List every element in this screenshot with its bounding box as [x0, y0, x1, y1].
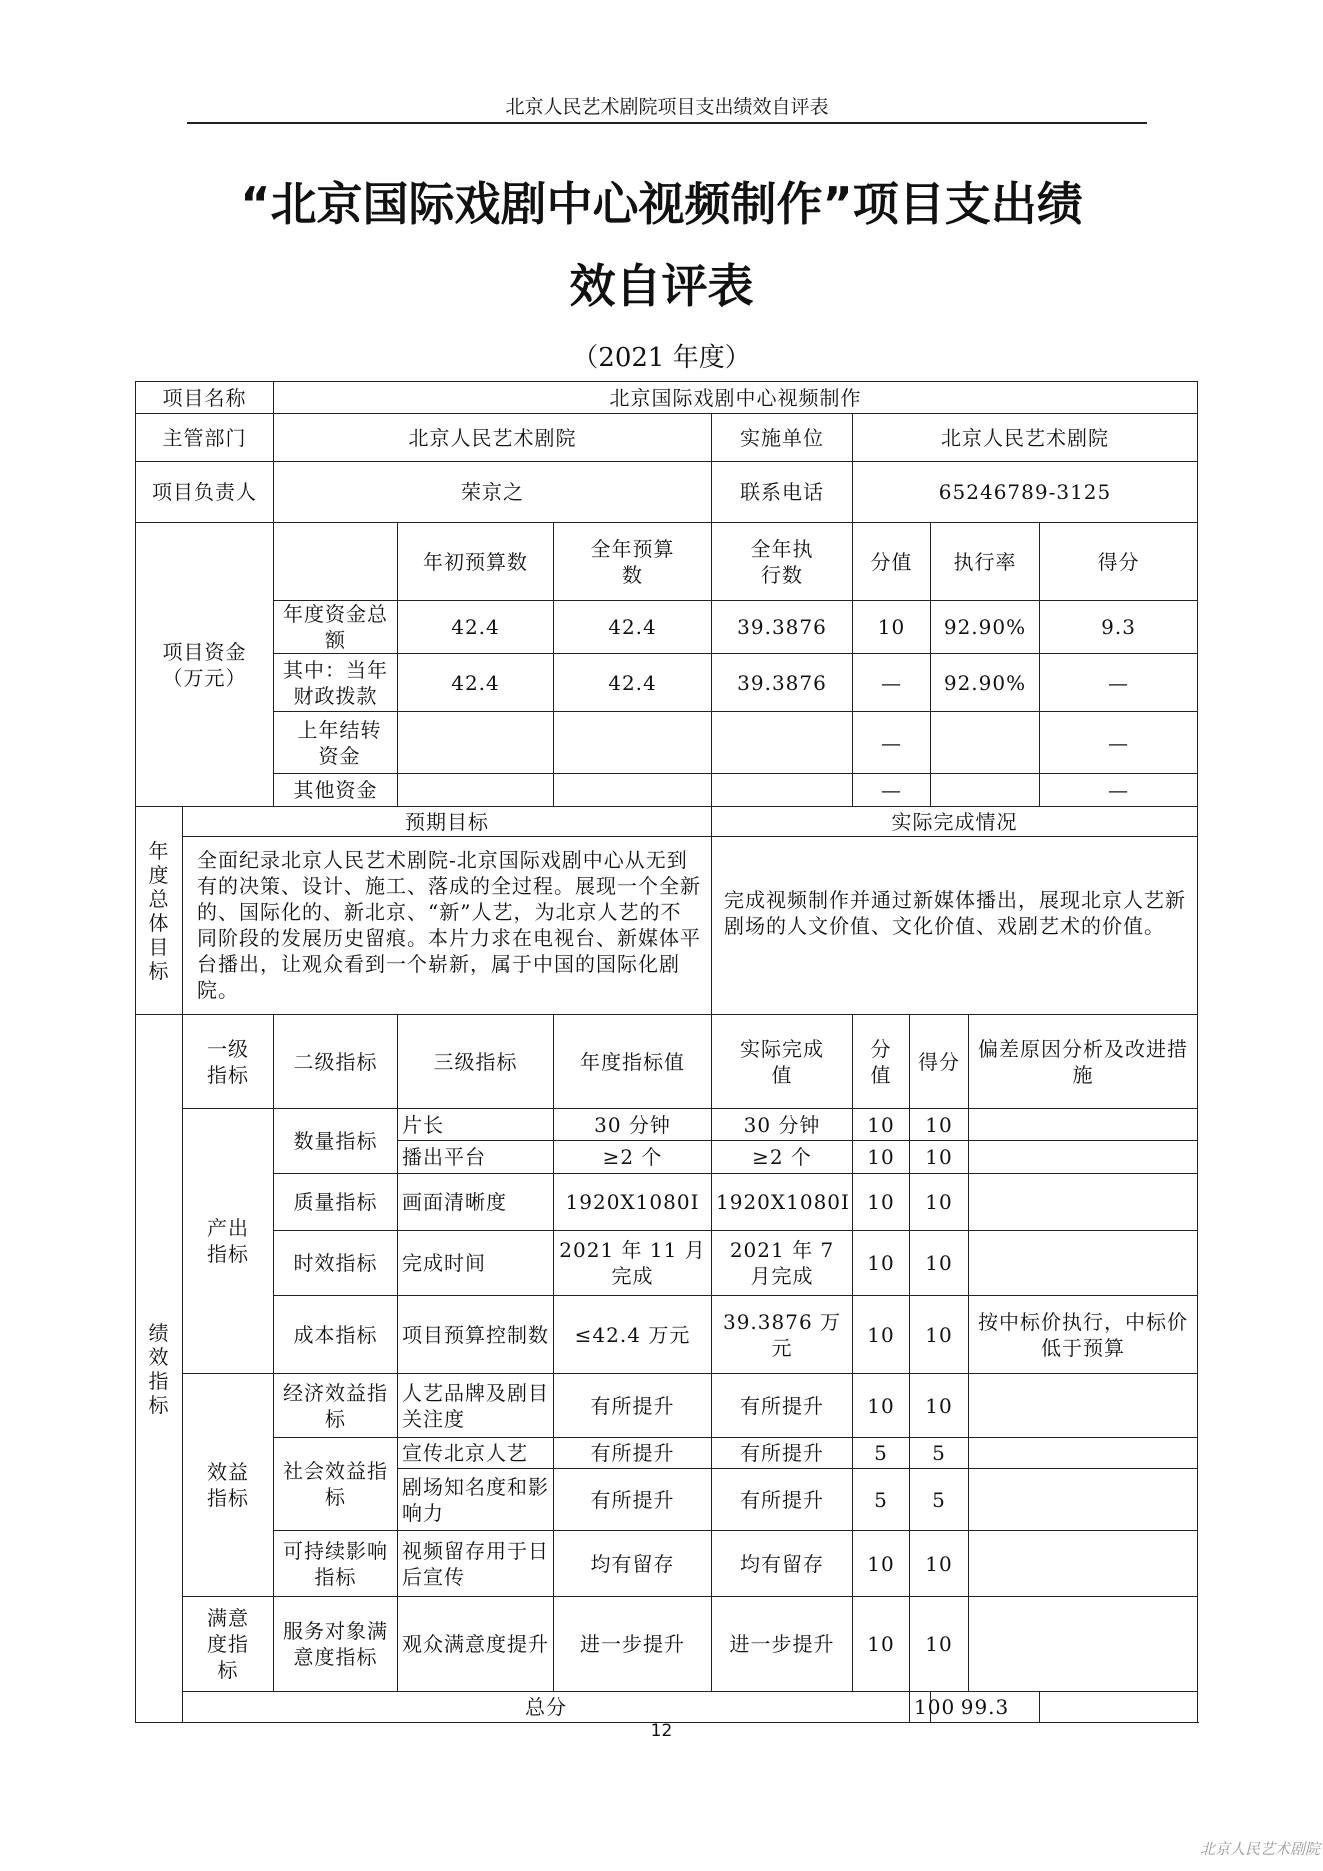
- indicator-score: 10: [853, 1597, 910, 1692]
- evaluation-table: [135, 381, 1198, 1723]
- indicator-note: [969, 1469, 1198, 1531]
- indicator-got: 10: [910, 1597, 969, 1692]
- indicator-score: 5: [853, 1438, 910, 1469]
- indicator-note: [969, 1174, 1198, 1231]
- indicator-l2: 数量指标: [274, 1109, 398, 1174]
- indicator-target: ≥2 个: [554, 1141, 712, 1174]
- indicator-got: 10: [910, 1174, 969, 1231]
- indicator-l2: 时效指标: [274, 1231, 398, 1296]
- page-header: 北京人民艺术剧院项目支出绩效自评表: [505, 96, 829, 118]
- indicator-l3: 剧场知名度和影响力: [398, 1469, 554, 1531]
- indicator-actual: 进一步提升: [712, 1597, 853, 1692]
- goals-label: 年度总体目标: [136, 807, 183, 1015]
- indicator-target: 2021 年 11 月完成: [554, 1231, 712, 1296]
- funds-cell: 9.3: [1040, 601, 1198, 654]
- indicator-row: [136, 1597, 1198, 1692]
- funds-cell: 39.3876: [712, 601, 853, 654]
- indicator-got: 10: [910, 1141, 969, 1174]
- output-indicators-label: 产出指标: [183, 1109, 274, 1374]
- funds-row-total: [136, 601, 1198, 654]
- expected-goal-text: 全面纪录北京人民艺术剧院-北京国际戏剧中心从无到有的决策、设计、施工、落成的全过程。展现一个全新的、国际化的、新北京、“新”人艺，为北京人艺的不同阶段的发展历史留痕。本片力求在电视台、新媒体平台播出，让观众看到一个崭新，属于中国的国际化剧院。: [183, 837, 712, 1015]
- benefit-indicators-label: 效益指标: [183, 1374, 274, 1597]
- indicator-score: 10: [853, 1174, 910, 1231]
- indicator-l2: 质量指标: [274, 1174, 398, 1231]
- indicator-got: 10: [910, 1231, 969, 1296]
- indicator-got: 5: [910, 1469, 969, 1531]
- page-number: 12: [650, 1721, 673, 1741]
- funds-row-carryover: [136, 712, 1198, 774]
- actual-result-header: 实际完成情况: [712, 807, 1198, 837]
- indicator-target: 30 分钟: [554, 1109, 712, 1141]
- funds-cell: [554, 712, 712, 774]
- phone-value: 65246789-3125: [853, 462, 1198, 523]
- doc-title-line2: 效自评表: [569, 259, 754, 313]
- indicator-l3: 片长: [398, 1109, 554, 1141]
- indicator-row: [136, 1109, 1198, 1141]
- indicator-row: [136, 1231, 1198, 1296]
- funds-cell: [398, 712, 554, 774]
- doc-title-line1: “北京国际戏剧中心视频制作”项目支出绩: [240, 177, 1083, 231]
- funds-cell: —: [853, 654, 931, 712]
- indicator-score: 10: [853, 1531, 910, 1597]
- indicator-got: 10: [910, 1296, 969, 1374]
- indicator-row: [136, 1438, 1198, 1469]
- indicator-l3: 观众满意度提升: [398, 1597, 554, 1692]
- indicator-target: 有所提升: [554, 1469, 712, 1531]
- project-name-label: 项目名称: [136, 382, 274, 414]
- indicator-note: [969, 1531, 1198, 1597]
- funds-header-2: 全年执行数: [712, 523, 853, 601]
- indicator-l2: 社会效益指标: [274, 1438, 398, 1531]
- indicator-score: 10: [853, 1109, 910, 1141]
- indicator-got: 10: [910, 1374, 969, 1438]
- indicator-actual: 2021 年 7 月完成: [712, 1231, 853, 1296]
- indicator-l3: 项目预算控制数: [398, 1296, 554, 1374]
- indicator-note: [969, 1231, 1198, 1296]
- indicator-l3: 人艺品牌及剧目关注度: [398, 1374, 554, 1438]
- indicator-score: 5: [853, 1469, 910, 1531]
- indicator-row: [136, 1174, 1198, 1231]
- ind-header-note: 偏差原因分析及改进措施: [969, 1015, 1198, 1109]
- indicator-target: ≤42.4 万元: [554, 1296, 712, 1374]
- indicator-l2: 经济效益指标: [274, 1374, 398, 1438]
- indicator-actual: 有所提升: [712, 1374, 853, 1438]
- indicator-target: 有所提升: [554, 1374, 712, 1438]
- funds-cell: —: [1040, 654, 1198, 712]
- indicator-target: 均有留存: [554, 1531, 712, 1597]
- indicator-got: 5: [910, 1438, 969, 1469]
- indicator-row: [136, 1296, 1198, 1374]
- indicator-score: 10: [853, 1141, 910, 1174]
- funds-cell: 42.4: [398, 601, 554, 654]
- indicator-l3: 宣传北京人艺: [398, 1438, 554, 1469]
- funds-cell: 42.4: [398, 654, 554, 712]
- satisfaction-indicators-label: 满意度指标: [183, 1597, 274, 1692]
- indicators-label: 绩效指标: [136, 1015, 183, 1723]
- indicator-note: [969, 1141, 1198, 1174]
- funds-header-0: 年初预算数: [398, 523, 554, 601]
- goals-header-row: [136, 807, 1198, 837]
- indicator-actual: 1920X1080I: [712, 1174, 853, 1231]
- funds-cell: 92.90%: [931, 601, 1040, 654]
- indicator-note: [969, 1374, 1198, 1438]
- funds-header-1: 全年预算数: [554, 523, 712, 601]
- dept-label: 主管部门: [136, 414, 274, 462]
- row-leader: [136, 462, 1198, 523]
- ind-header-l1: 一级指标: [183, 1015, 274, 1109]
- funds-cell: 39.3876: [712, 654, 853, 712]
- funds-cell: [931, 774, 1040, 807]
- row-project-name: [136, 382, 1198, 414]
- total-label: 总分: [183, 1692, 910, 1723]
- funds-cell: —: [1040, 774, 1198, 807]
- total-score: 100: [910, 1692, 931, 1723]
- funds-cell: 42.4: [554, 601, 712, 654]
- indicator-l2: 成本指标: [274, 1296, 398, 1374]
- indicator-l3: 完成时间: [398, 1231, 554, 1296]
- total-got: 99.3: [931, 1692, 1040, 1723]
- funds-cell: 92.90%: [931, 654, 1040, 712]
- funds-cell: [554, 774, 712, 807]
- funds-cell: [712, 712, 853, 774]
- ind-header-l2: 二级指标: [274, 1015, 398, 1109]
- indicator-l3: 视频留存用于日后宣传: [398, 1531, 554, 1597]
- indicator-note: [969, 1109, 1198, 1141]
- impl-label: 实施单位: [712, 414, 853, 462]
- funds-row-fiscal: [136, 654, 1198, 712]
- leader-value: 荣京之: [274, 462, 712, 523]
- funds-cell: 10: [853, 601, 931, 654]
- funds-row-name: 其他资金: [274, 774, 398, 807]
- funds-header-5: 得分: [1040, 523, 1198, 601]
- indicator-l3: 画面清晰度: [398, 1174, 554, 1231]
- ind-header-got: 得分: [910, 1015, 969, 1109]
- indicator-got: 10: [910, 1531, 969, 1597]
- indicator-l3: 播出平台: [398, 1141, 554, 1174]
- ind-header-target: 年度指标值: [554, 1015, 712, 1109]
- indicator-l2: 服务对象满意度指标: [274, 1597, 398, 1692]
- indicator-actual: 均有留存: [712, 1531, 853, 1597]
- indicator-actual: 30 分钟: [712, 1109, 853, 1141]
- funds-cell: [931, 712, 1040, 774]
- row-dept: [136, 414, 1198, 462]
- doc-year: （2021 年度）: [572, 343, 751, 373]
- project-name-value: 北京国际戏剧中心视频制作: [274, 382, 1198, 414]
- funds-cell: —: [853, 774, 931, 807]
- indicator-row: [136, 1374, 1198, 1438]
- indicator-got: 10: [910, 1109, 969, 1141]
- indicator-score: 10: [853, 1374, 910, 1438]
- indicators-header-row: [136, 1015, 1198, 1109]
- total-note: [1040, 1692, 1198, 1723]
- dept-value: 北京人民艺术剧院: [274, 414, 712, 462]
- indicator-actual: 有所提升: [712, 1469, 853, 1531]
- funds-header-blank: [274, 523, 398, 601]
- indicator-row: [136, 1531, 1198, 1597]
- funds-cell: —: [1040, 712, 1198, 774]
- funds-cell: [398, 774, 554, 807]
- funds-row-other: [136, 774, 1198, 807]
- actual-result-text: 完成视频制作并通过新媒体播出，展现北京人艺新剧场的人文价值、文化价值、戏剧艺术的价值。: [712, 837, 1198, 1015]
- header-rule: [187, 122, 1147, 124]
- indicator-target: 1920X1080I: [554, 1174, 712, 1231]
- leader-label: 项目负责人: [136, 462, 274, 523]
- indicator-note: 按中标价执行，中标价低于预算: [969, 1296, 1198, 1374]
- indicator-note: [969, 1597, 1198, 1692]
- watermark: 北京人民艺术剧院: [1200, 1840, 1321, 1858]
- ind-header-score: 分值: [853, 1015, 910, 1109]
- indicator-actual: 39.3876 万元: [712, 1296, 853, 1374]
- goals-content-row: [136, 837, 1198, 1015]
- funds-row-name: 年度资金总额: [274, 601, 398, 654]
- indicator-target: 有所提升: [554, 1438, 712, 1469]
- expected-goal-header: 预期目标: [183, 807, 712, 837]
- indicator-actual: 有所提升: [712, 1438, 853, 1469]
- funds-row-name: 上年结转资金: [274, 712, 398, 774]
- funds-header-4: 执行率: [931, 523, 1040, 601]
- phone-label: 联系电话: [712, 462, 853, 523]
- funds-header-3: 分值: [853, 523, 931, 601]
- indicator-actual: ≥2 个: [712, 1141, 853, 1174]
- total-row: [136, 1692, 1198, 1723]
- funds-row-name: 其中：当年财政拨款: [274, 654, 398, 712]
- indicator-l2: 可持续影响指标: [274, 1531, 398, 1597]
- funds-cell: [712, 774, 853, 807]
- ind-header-actual: 实际完成值: [712, 1015, 853, 1109]
- indicator-target: 进一步提升: [554, 1597, 712, 1692]
- indicator-note: [969, 1438, 1198, 1469]
- ind-header-l3: 三级指标: [398, 1015, 554, 1109]
- impl-value: 北京人民艺术剧院: [853, 414, 1198, 462]
- indicator-score: 10: [853, 1231, 910, 1296]
- funds-cell: 42.4: [554, 654, 712, 712]
- funds-header-row: [136, 523, 1198, 601]
- funds-cell: —: [853, 712, 931, 774]
- indicator-score: 10: [853, 1296, 910, 1374]
- funds-label: 项目资金（万元）: [136, 523, 274, 807]
